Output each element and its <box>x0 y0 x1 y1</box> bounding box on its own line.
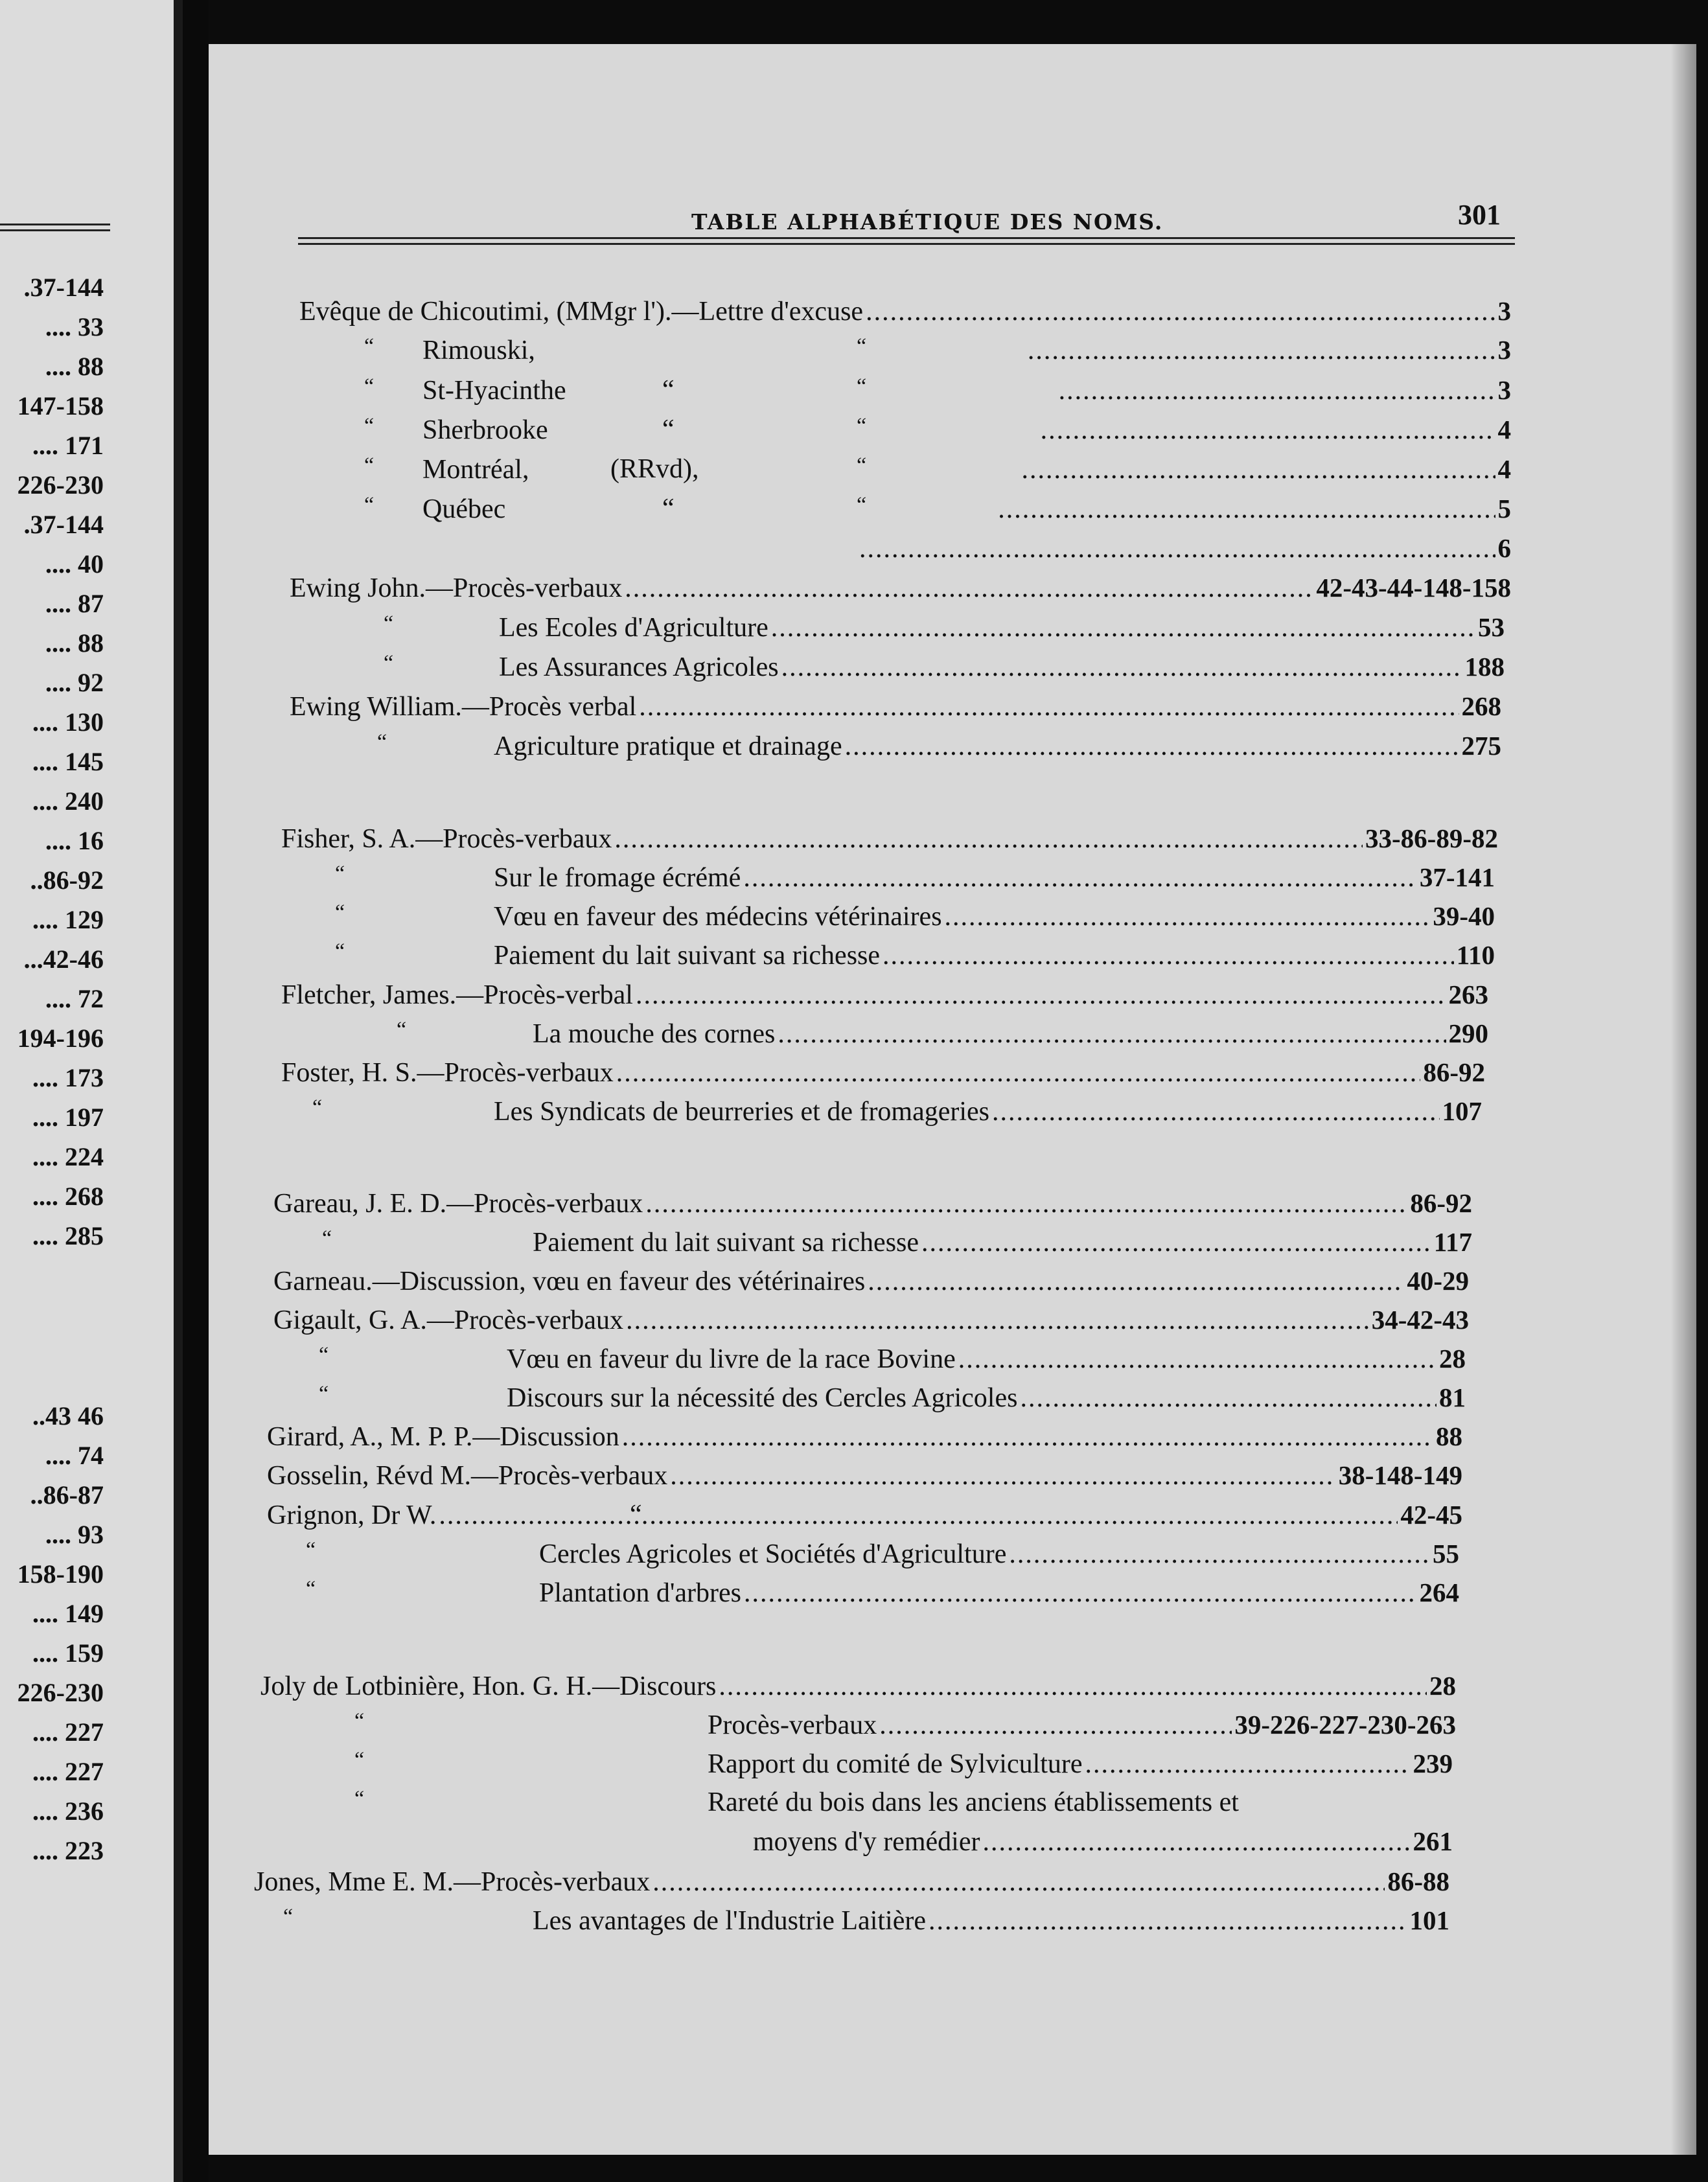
index-entry <box>364 414 1511 450</box>
leader-dots <box>845 731 1459 762</box>
entry-page-reference: 3 <box>1497 335 1511 365</box>
leader-dots <box>639 691 1459 722</box>
entry-text: Vœu en faveur du livre de la race Bovine <box>507 1344 956 1374</box>
ditto-mark: “ <box>283 1905 294 1929</box>
leader-dots <box>1021 454 1495 485</box>
ditto-mark: “ <box>857 334 867 358</box>
ditto-mark: “ <box>377 730 387 754</box>
entry-text: Les Syndicats de beurreries et de fromageries <box>494 1097 990 1127</box>
leader-dots <box>1009 1539 1430 1570</box>
index-entry <box>267 1460 1462 1496</box>
ditto-mark: “ <box>312 1096 323 1120</box>
entry-text: Les avantages de l'Industrie Laitière <box>533 1906 926 1936</box>
facing-page-number: .... 159 <box>32 1638 104 1668</box>
leader-dots <box>866 296 1495 327</box>
index-entry <box>753 1826 1453 1862</box>
facing-page-number: .... 236 <box>32 1797 104 1826</box>
facing-page-number: 194-196 <box>17 1024 104 1053</box>
entry-page-reference: 38-148-149 <box>1338 1460 1462 1490</box>
entry-page-reference: 40-29 <box>1407 1266 1469 1296</box>
leader-dots <box>439 1500 1398 1531</box>
index-entry <box>377 730 1501 766</box>
leader-dots <box>859 533 1495 564</box>
entry-text: Joly de Lotbinière, Hon. G. H.—Discours <box>260 1671 717 1701</box>
index-entry <box>364 493 1511 529</box>
entry-page-reference: 263 <box>1448 980 1488 1009</box>
ditto-mark: “ <box>857 414 867 438</box>
leader-dots <box>645 1188 1407 1219</box>
index-entry <box>354 1787 1453 1823</box>
ditto-mark: “ <box>322 1226 332 1250</box>
entry-page-reference: 34-42-43 <box>1371 1305 1469 1335</box>
entry-page-reference: 86-92 <box>1423 1057 1485 1087</box>
facing-page-number: .... 88 <box>45 628 104 658</box>
header-rule <box>298 237 1515 245</box>
entry-text: Québec <box>422 494 506 524</box>
index-entry <box>364 454 1511 490</box>
ditto-mark: “ <box>384 651 394 675</box>
entry-text: Paiement du lait suivant sa richesse <box>533 1228 919 1258</box>
entry-text: Rapport du comité de Sylviculture <box>708 1749 1083 1779</box>
facing-page-number: .... 72 <box>45 984 104 1013</box>
entry-page-reference: 275 <box>1461 731 1501 761</box>
ditto-mark: “ <box>354 1709 365 1733</box>
page-title: TABLE ALPHABÉTIQUE DES NOMS. <box>691 209 1164 235</box>
leader-dots <box>929 1905 1407 1936</box>
leader-dots <box>1085 1749 1411 1780</box>
entry-page-reference: 88 <box>1436 1421 1462 1451</box>
leader-dots <box>636 980 1446 1011</box>
index-entry <box>273 1188 1472 1224</box>
index-entry <box>335 939 1495 976</box>
facing-page-number: .... 87 <box>45 589 104 618</box>
leader-dots <box>778 1018 1446 1050</box>
ditto-mark: “ <box>857 374 867 398</box>
entry-page-reference: 188 <box>1464 652 1505 682</box>
entry-text: Rimouski, <box>422 336 535 365</box>
index-entry <box>384 612 1505 648</box>
facing-page-number: ..86-92 <box>30 866 104 895</box>
entry-text: St-Hyacinthe <box>422 376 566 406</box>
entry-text: Les Ecoles d'Agriculture <box>499 613 768 643</box>
facing-page-number: .... 223 <box>32 1836 104 1865</box>
index-entry <box>364 374 1511 411</box>
entry-page-reference: 39-40 <box>1433 901 1495 931</box>
entry-text: Ewing William.—Procès verbal <box>290 692 637 722</box>
index-entry <box>273 1265 1469 1302</box>
facing-page-number: .... 93 <box>45 1520 104 1549</box>
index-entry <box>281 979 1488 1015</box>
facing-page-number: .37-144 <box>23 510 104 539</box>
facing-page-number: ..43 46 <box>32 1401 104 1430</box>
facing-page-number: .... 285 <box>32 1221 104 1250</box>
entry-text: Evêque de Chicoutimi, (MMgr l').—Lettre d'excuse <box>299 297 864 327</box>
ditto-mark: “ <box>335 862 345 886</box>
index-entry <box>322 1226 1472 1263</box>
leader-dots <box>868 1266 1404 1297</box>
index-entry <box>312 1096 1482 1132</box>
facing-page-number: 226-230 <box>17 470 104 500</box>
entry-text: Rareté du bois dans les anciens établissements et <box>708 1787 1239 1817</box>
facing-page-number: .... 149 <box>32 1599 104 1628</box>
facing-page-number: .... 224 <box>32 1142 104 1171</box>
entry-text: Plantation d'arbres <box>539 1578 741 1608</box>
leader-dots <box>744 1578 1417 1609</box>
index-entry <box>306 1577 1459 1613</box>
facing-page-number: .... 88 <box>45 352 104 381</box>
leader-dots <box>1059 375 1495 406</box>
ditto-mark: “ <box>354 1748 365 1772</box>
entry-page-reference: 290 <box>1448 1018 1488 1048</box>
index-entry <box>290 691 1501 727</box>
entry-page-reference: 261 <box>1413 1826 1453 1856</box>
entry-text: Gigault, G. A.—Procès-verbaux <box>273 1305 624 1335</box>
entry-secondary-text: “ <box>662 494 675 523</box>
index-entry <box>354 1709 1456 1745</box>
entry-text: Gosselin, Révd M.—Procès-verbaux <box>267 1461 668 1491</box>
ditto-mark: “ <box>306 1538 316 1562</box>
entry-text: moyens d'y remédier <box>753 1827 980 1857</box>
entry-page-reference: 33-86-89-82 <box>1365 823 1498 853</box>
leader-dots <box>1020 1383 1437 1414</box>
page-number: 301 <box>1458 199 1501 231</box>
entry-secondary-text: “ <box>630 1500 642 1530</box>
leader-dots <box>622 1421 1433 1453</box>
ditto-mark: “ <box>364 374 375 398</box>
entry-page-reference: 268 <box>1461 691 1501 721</box>
entry-text: Procès-verbaux <box>708 1710 877 1740</box>
entry-text: Discours sur la nécessité des Cercles Agricoles <box>507 1383 1018 1413</box>
leader-dots <box>1041 415 1495 446</box>
entry-text: Cercles Agricoles et Sociétés d'Agriculture <box>539 1539 1007 1569</box>
ditto-mark: “ <box>335 939 345 963</box>
facing-page-number: .... 40 <box>45 549 104 579</box>
entry-page-reference: 39-226-227-230-263 <box>1234 1710 1456 1740</box>
entry-text: Gareau, J. E. D.—Procès-verbaux <box>273 1189 643 1219</box>
facing-page-header-rule <box>0 224 110 231</box>
ditto-mark: “ <box>335 901 345 924</box>
entry-text: Agriculture pratique et drainage <box>494 731 842 761</box>
index-entry <box>397 1018 1488 1054</box>
entry-page-reference: 86-88 <box>1387 1866 1449 1896</box>
leader-dots <box>921 1227 1431 1258</box>
leader-dots <box>652 1866 1385 1898</box>
leader-dots <box>771 612 1475 643</box>
facing-page-number: .... 227 <box>32 1717 104 1747</box>
index-entry <box>335 901 1495 937</box>
leader-dots <box>781 652 1462 683</box>
entry-secondary-text: (RRvd), <box>610 454 699 484</box>
facing-page-number: 226-230 <box>17 1678 104 1707</box>
index-entry <box>319 1382 1466 1418</box>
ditto-mark: “ <box>306 1577 316 1601</box>
index-entry <box>281 1057 1485 1093</box>
leader-dots <box>625 573 1313 604</box>
entry-page-reference: 4 <box>1497 454 1511 484</box>
facing-page-fragment <box>0 0 183 2182</box>
leader-dots <box>614 823 1363 855</box>
entry-page-reference: 28 <box>1429 1671 1456 1701</box>
entry-page-reference: 5 <box>1497 494 1511 523</box>
ditto-mark: “ <box>857 493 867 517</box>
entry-page-reference: 101 <box>1409 1905 1449 1935</box>
ditto-mark: “ <box>319 1382 329 1406</box>
entry-text: Grignon, Dr W. <box>267 1500 437 1530</box>
entry-page-reference: 6 <box>1497 533 1511 563</box>
index-entry <box>281 823 1498 859</box>
ditto-mark: “ <box>364 454 375 477</box>
entry-secondary-text: “ <box>662 415 675 444</box>
facing-page-number: .... 240 <box>32 787 104 816</box>
entry-text: Ewing John.—Procès-verbaux <box>290 573 623 603</box>
index-entry <box>254 1866 1449 1902</box>
leader-dots <box>945 901 1431 932</box>
facing-page-number: 158-190 <box>17 1559 104 1589</box>
entry-text: Garneau.—Discussion, vœu en faveur des vétérinaires <box>273 1267 866 1296</box>
leader-dots <box>616 1057 1421 1088</box>
index-entry <box>384 651 1505 687</box>
entry-text: Vœu en faveur des médecins vétérinaires <box>494 902 942 932</box>
leader-dots <box>626 1305 1369 1336</box>
facing-page-number: .37-144 <box>23 273 104 302</box>
facing-page-number: .... 130 <box>32 707 104 737</box>
facing-page-number: ..86-87 <box>30 1480 104 1510</box>
leader-dots <box>883 940 1454 971</box>
entry-text: Sur le fromage écrémé <box>494 863 741 893</box>
ditto-mark: “ <box>364 334 375 358</box>
entry-page-reference: 53 <box>1478 612 1505 642</box>
entry-text: Montréal, <box>422 455 529 485</box>
entry-page-reference: 117 <box>1433 1227 1472 1257</box>
index-entry <box>354 1748 1453 1784</box>
facing-page-number: 147-158 <box>17 391 104 420</box>
ditto-mark: “ <box>364 493 375 517</box>
entry-text: Sherbrooke <box>422 415 548 445</box>
entry-page-reference: 28 <box>1439 1344 1466 1373</box>
index-entry <box>267 1499 1462 1535</box>
leader-dots <box>982 1826 1410 1857</box>
entry-page-reference: 55 <box>1433 1539 1459 1568</box>
entry-page-reference: 110 <box>1456 940 1495 970</box>
entry-text: Foster, H. S.—Procès-verbaux <box>281 1058 614 1088</box>
entry-text: Paiement du lait suivant sa richesse <box>494 941 881 970</box>
facing-page-number: .... 129 <box>32 905 104 934</box>
entry-page-reference: 86-92 <box>1410 1188 1472 1218</box>
entry-text: La mouche des cornes <box>533 1019 776 1049</box>
book-gutter <box>183 0 209 2182</box>
entry-text: Jones, Mme E. M.—Procès-verbaux <box>254 1867 651 1897</box>
index-entry <box>364 334 1511 371</box>
entry-page-reference: 3 <box>1497 375 1511 405</box>
ditto-mark: “ <box>397 1018 407 1042</box>
facing-page-number: .... 92 <box>45 668 104 697</box>
leader-dots <box>719 1671 1427 1702</box>
entry-page-reference: 107 <box>1442 1096 1482 1126</box>
entry-text: Fletcher, James.—Procès-verbal <box>281 980 633 1010</box>
facing-page-number: .... 173 <box>32 1063 104 1092</box>
ditto-mark: “ <box>364 414 375 438</box>
index-entry <box>267 1421 1462 1457</box>
leader-dots <box>743 862 1417 893</box>
facing-page-number: .... 145 <box>32 747 104 776</box>
leader-dots <box>1028 335 1495 366</box>
entry-page-reference: 81 <box>1439 1383 1466 1412</box>
leader-dots <box>879 1710 1232 1741</box>
leader-dots <box>992 1096 1439 1127</box>
entry-page-reference: 3 <box>1497 296 1511 326</box>
index-entry <box>335 862 1495 898</box>
facing-page-number: .... 268 <box>32 1182 104 1211</box>
entry-page-reference: 42-43-44-148-158 <box>1316 573 1511 603</box>
index-entry <box>260 1670 1456 1706</box>
leader-dots <box>958 1344 1437 1375</box>
index-entry <box>299 295 1511 332</box>
index-entry <box>319 1343 1466 1379</box>
index-page <box>209 44 1696 2155</box>
ditto-mark: “ <box>354 1787 365 1811</box>
entry-page-reference: 239 <box>1413 1749 1453 1778</box>
ditto-mark: “ <box>319 1343 329 1367</box>
entry-page-reference: 42-45 <box>1400 1500 1462 1530</box>
entry-text: Fisher, S. A.—Procès-verbaux <box>281 824 612 854</box>
leader-dots <box>670 1460 1335 1491</box>
entry-secondary-text: “ <box>662 375 675 405</box>
entry-text: Girard, A., M. P. P.—Discussion <box>267 1422 619 1452</box>
index-entry <box>306 1538 1459 1574</box>
facing-page-number: ...42-46 <box>23 945 104 974</box>
facing-page-number: .... 33 <box>45 312 104 341</box>
index-entry <box>857 533 1511 569</box>
index-entry <box>290 572 1511 608</box>
facing-page-number: .... 171 <box>32 431 104 460</box>
ditto-mark: “ <box>857 454 867 477</box>
entry-page-reference: 4 <box>1497 415 1511 444</box>
entry-page-reference: 264 <box>1419 1578 1459 1607</box>
facing-page-number: .... 16 <box>45 826 104 855</box>
ditto-mark: “ <box>384 612 394 636</box>
leader-dots <box>998 494 1495 525</box>
facing-page-number: .... 197 <box>32 1103 104 1132</box>
index-entry <box>273 1304 1469 1340</box>
facing-page-number: .... 74 <box>45 1441 104 1470</box>
entry-page-reference: 37-141 <box>1419 862 1495 892</box>
index-entry <box>283 1905 1449 1941</box>
entry-text: Les Assurances Agricoles <box>499 652 779 682</box>
facing-page-number: .... 227 <box>32 1757 104 1786</box>
